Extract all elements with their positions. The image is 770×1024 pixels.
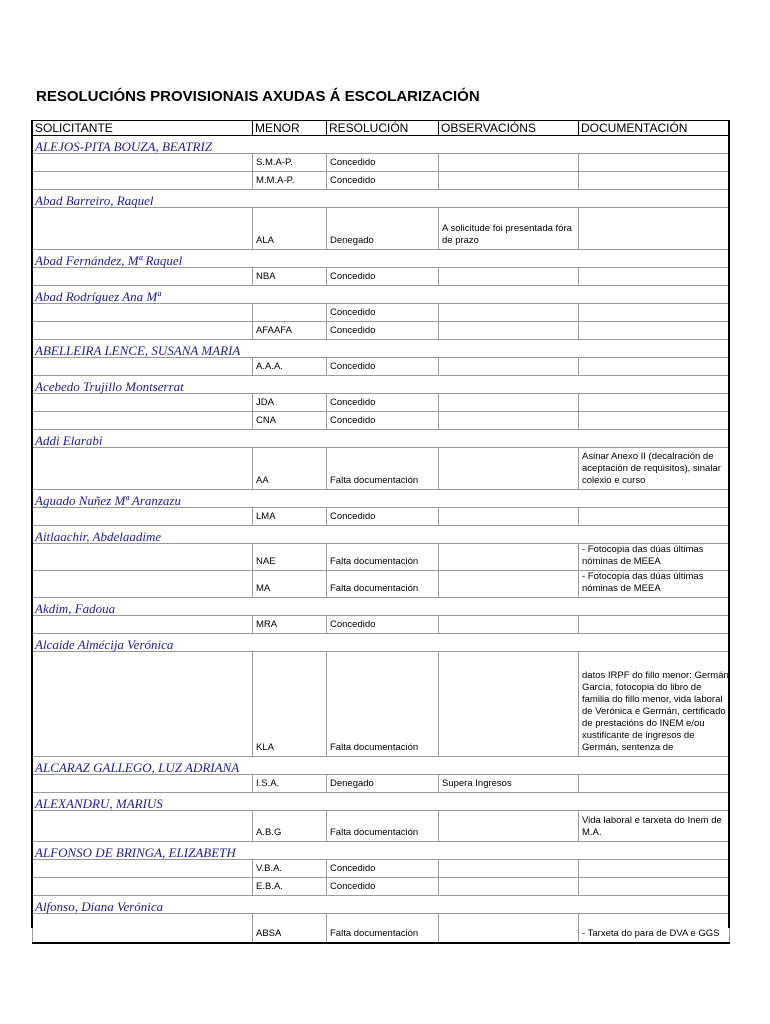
resolucion-text: Falta documentación bbox=[330, 583, 419, 594]
applicant-row bbox=[33, 896, 730, 914]
applicant-name: Akdim, Fadoua bbox=[33, 598, 327, 616]
applicant-row-cell bbox=[439, 430, 579, 448]
documentacion-cell bbox=[579, 544, 730, 571]
table-row bbox=[33, 544, 730, 571]
solicitante-cell bbox=[33, 412, 253, 430]
menor-text: A.A.A. bbox=[256, 361, 283, 372]
applicant-name: Addi Elarabi bbox=[33, 430, 327, 448]
menor-text: KLA bbox=[256, 742, 274, 753]
resolucion-cell bbox=[327, 304, 439, 322]
observacions-cell bbox=[439, 304, 579, 322]
solicitante-cell bbox=[33, 448, 253, 490]
resolucion-cell bbox=[327, 811, 439, 842]
observacions-cell bbox=[439, 208, 579, 250]
table-right-border bbox=[728, 120, 730, 928]
table-row bbox=[33, 616, 730, 634]
documentacion-text: - Tarxeta do para de DVA e GGS bbox=[582, 928, 720, 939]
applicant-name: Acebedo Trujillo Montserrat bbox=[33, 376, 327, 394]
applicant-row-cell bbox=[579, 896, 730, 914]
menor-text: V.B.A. bbox=[256, 863, 283, 874]
table-header-row bbox=[33, 121, 730, 136]
menor-cell bbox=[253, 448, 327, 490]
menor-cell bbox=[253, 208, 327, 250]
solicitante-cell bbox=[33, 208, 253, 250]
menor-text: MA bbox=[256, 583, 271, 594]
solicitante-cell bbox=[33, 914, 253, 944]
table-row bbox=[33, 811, 730, 842]
applicant-row-cell bbox=[327, 190, 439, 208]
documentacion-cell bbox=[579, 304, 730, 322]
applicant-row-cell bbox=[327, 136, 439, 154]
applicant-row-cell bbox=[439, 190, 579, 208]
observacions-cell bbox=[439, 172, 579, 190]
solicitante-cell bbox=[33, 652, 253, 757]
table-row bbox=[33, 322, 730, 340]
observacions-cell bbox=[439, 616, 579, 634]
menor-text: AFAAFA bbox=[256, 325, 292, 336]
observacions-cell bbox=[439, 412, 579, 430]
applicant-row bbox=[33, 490, 730, 508]
applicant-row-cell bbox=[579, 598, 730, 616]
resolucion-cell bbox=[327, 878, 439, 896]
applicant-row-cell bbox=[579, 430, 730, 448]
menor-text: MRA bbox=[256, 619, 278, 630]
menor-cell bbox=[253, 394, 327, 412]
header-menor: MENOR bbox=[253, 121, 327, 136]
applicant-name: Aitlaachir, Abdelaadime bbox=[33, 526, 327, 544]
applicant-row-cell bbox=[439, 490, 579, 508]
solicitante-cell bbox=[33, 322, 253, 340]
documentacion-cell bbox=[579, 412, 730, 430]
applicant-row-cell bbox=[439, 842, 579, 860]
menor-text: M.M.A-P. bbox=[256, 175, 295, 186]
applicant-row bbox=[33, 634, 730, 652]
resolucion-text: Concedido bbox=[330, 157, 376, 168]
observacions-text: Supera Ingresos bbox=[442, 778, 512, 789]
resolucion-cell bbox=[327, 268, 439, 286]
menor-cell bbox=[253, 914, 327, 944]
resolucion-cell bbox=[327, 652, 439, 757]
documentacion-cell bbox=[579, 811, 730, 842]
solicitante-cell bbox=[33, 616, 253, 634]
resolucion-cell bbox=[327, 412, 439, 430]
resolucion-cell bbox=[327, 394, 439, 412]
applicant-row-cell bbox=[579, 526, 730, 544]
table-row bbox=[33, 268, 730, 286]
resolucion-text: Falta documentación bbox=[330, 928, 419, 939]
observacions-cell bbox=[439, 811, 579, 842]
menor-cell bbox=[253, 652, 327, 757]
table-row bbox=[33, 775, 730, 793]
resolucion-text: Concedido bbox=[330, 415, 376, 426]
menor-text: NBA bbox=[256, 271, 276, 282]
resolucion-text: Concedido bbox=[330, 271, 376, 282]
applicant-name: Abad Barreiro, Raquel bbox=[33, 190, 327, 208]
table-row bbox=[33, 304, 730, 322]
documentacion-cell bbox=[579, 508, 730, 526]
applicant-row bbox=[33, 526, 730, 544]
table-row bbox=[33, 571, 730, 598]
documentacion-text: - Fotocopia das dúas últimas nóminas de MEEA bbox=[582, 544, 704, 567]
solicitante-cell bbox=[33, 268, 253, 286]
documentacion-cell bbox=[579, 394, 730, 412]
resolucion-text: Concedido bbox=[330, 881, 376, 892]
resolucion-cell bbox=[327, 172, 439, 190]
documentacion-cell bbox=[579, 652, 730, 757]
applicant-row-cell bbox=[327, 598, 439, 616]
solicitante-cell bbox=[33, 878, 253, 896]
applicant-name: Alfonso, Diana Verónica bbox=[33, 896, 327, 914]
solicitante-cell bbox=[33, 811, 253, 842]
menor-text: S.M.A-P. bbox=[256, 157, 293, 168]
applicant-row bbox=[33, 757, 730, 775]
applicant-row-cell bbox=[439, 286, 579, 304]
applicant-row-cell bbox=[579, 634, 730, 652]
menor-cell bbox=[253, 571, 327, 598]
solicitante-cell bbox=[33, 571, 253, 598]
observacions-cell bbox=[439, 571, 579, 598]
applicant-row-cell bbox=[327, 250, 439, 268]
applicant-row bbox=[33, 598, 730, 616]
table-row bbox=[33, 154, 730, 172]
resolucion-cell bbox=[327, 616, 439, 634]
applicant-row bbox=[33, 430, 730, 448]
observacions-cell bbox=[439, 775, 579, 793]
documentacion-cell bbox=[579, 860, 730, 878]
resolucion-cell bbox=[327, 860, 439, 878]
solicitante-cell bbox=[33, 775, 253, 793]
resolucion-cell bbox=[327, 508, 439, 526]
observacions-cell bbox=[439, 878, 579, 896]
table-row bbox=[33, 878, 730, 896]
applicant-row bbox=[33, 190, 730, 208]
resolucion-cell bbox=[327, 571, 439, 598]
observacions-cell bbox=[439, 508, 579, 526]
resolucion-cell bbox=[327, 208, 439, 250]
solicitante-cell bbox=[33, 860, 253, 878]
documentacion-cell bbox=[579, 172, 730, 190]
applicant-row bbox=[33, 842, 730, 860]
resolucion-text: Concedido bbox=[330, 863, 376, 874]
menor-text: ABSA bbox=[256, 928, 282, 939]
applicant-row-cell bbox=[579, 250, 730, 268]
applicant-row-cell bbox=[439, 634, 579, 652]
menor-text: LMA bbox=[256, 511, 276, 522]
documentacion-text: Asinar Anexo II (decalración de aceptación de requisitos), sinalar colexio e curso bbox=[582, 451, 721, 486]
menor-cell bbox=[253, 811, 327, 842]
applicant-row bbox=[33, 286, 730, 304]
applicant-name: ALFONSO DE BRINGA, ELIZABETH bbox=[33, 842, 327, 860]
applicant-row bbox=[33, 376, 730, 394]
resolucion-cell bbox=[327, 154, 439, 172]
resolucion-text: Falta documentación bbox=[330, 827, 419, 838]
applicant-row-cell bbox=[327, 896, 439, 914]
applicant-row-cell bbox=[439, 757, 579, 775]
menor-cell bbox=[253, 878, 327, 896]
documentacion-cell bbox=[579, 571, 730, 598]
applicant-row-cell bbox=[439, 340, 579, 358]
documentacion-text: Vida laboral e tarxeta do Inem de M.A. bbox=[582, 815, 722, 838]
documentacion-cell bbox=[579, 358, 730, 376]
applicant-name: ALEXANDRU, MARIUS bbox=[33, 793, 327, 811]
solicitante-cell bbox=[33, 394, 253, 412]
applicant-row bbox=[33, 340, 730, 358]
documentacion-cell bbox=[579, 448, 730, 490]
observacions-cell bbox=[439, 154, 579, 172]
observacions-cell bbox=[439, 860, 579, 878]
menor-cell bbox=[253, 358, 327, 376]
applicant-row-cell bbox=[579, 793, 730, 811]
applicant-row-cell bbox=[439, 793, 579, 811]
solicitante-cell bbox=[33, 544, 253, 571]
solicitante-cell bbox=[33, 172, 253, 190]
observacions-cell bbox=[439, 544, 579, 571]
observacions-text bbox=[439, 940, 578, 942]
applicant-row-cell bbox=[579, 842, 730, 860]
observacions-cell bbox=[439, 914, 579, 944]
table-row bbox=[33, 394, 730, 412]
resolucion-text: Falta documentación bbox=[330, 742, 419, 753]
header-observacions: OBSERVACIÓNS bbox=[439, 121, 579, 136]
table-row bbox=[33, 358, 730, 376]
menor-text: JDA bbox=[256, 397, 274, 408]
applicant-row-cell bbox=[327, 490, 439, 508]
menor-text: E.B.A. bbox=[256, 881, 283, 892]
menor-cell bbox=[253, 412, 327, 430]
resolucion-text: Denegado bbox=[330, 235, 374, 246]
menor-text: AA bbox=[256, 475, 269, 486]
observacions-cell bbox=[439, 358, 579, 376]
applicant-row-cell bbox=[327, 634, 439, 652]
documentacion-cell bbox=[579, 268, 730, 286]
observacions-cell bbox=[439, 268, 579, 286]
observacions-cell bbox=[439, 652, 579, 757]
menor-cell bbox=[253, 775, 327, 793]
applicant-name: Alcaide Almécija Verónica bbox=[33, 634, 327, 652]
table-row bbox=[33, 412, 730, 430]
resolucion-text: Concedido bbox=[330, 325, 376, 336]
observacions-cell bbox=[439, 394, 579, 412]
applicant-row-cell bbox=[439, 526, 579, 544]
resolucion-text: Denegado bbox=[330, 778, 374, 789]
solicitante-cell bbox=[33, 304, 253, 322]
menor-cell bbox=[253, 508, 327, 526]
applicant-name: ALEJOS-PITA BOUZA, BEATRIZ bbox=[33, 136, 327, 154]
applicant-row-cell bbox=[579, 490, 730, 508]
documentacion-cell bbox=[579, 154, 730, 172]
applicant-row bbox=[33, 136, 730, 154]
applicant-row-cell bbox=[579, 286, 730, 304]
applicant-name: Abad Rodríguez Ana Mª bbox=[33, 286, 327, 304]
menor-cell bbox=[253, 322, 327, 340]
menor-text: CNA bbox=[256, 415, 277, 426]
menor-cell bbox=[253, 268, 327, 286]
applicant-row-cell bbox=[439, 136, 579, 154]
resolucion-text: Concedido bbox=[330, 511, 376, 522]
menor-cell bbox=[253, 154, 327, 172]
table-row bbox=[33, 914, 730, 944]
applicant-row-cell bbox=[327, 430, 439, 448]
menor-cell bbox=[253, 172, 327, 190]
menor-cell bbox=[253, 304, 327, 322]
applicant-row-cell bbox=[579, 190, 730, 208]
applicant-row-cell bbox=[327, 526, 439, 544]
applicant-row-cell bbox=[579, 340, 730, 358]
menor-cell bbox=[253, 616, 327, 634]
applicant-row-cell bbox=[327, 286, 439, 304]
resolucion-text: Concedido bbox=[330, 397, 376, 408]
applicant-row-cell bbox=[327, 376, 439, 394]
header-solicitante: SOLICITANTE bbox=[33, 121, 253, 136]
applicant-name: Aguado Nuñez Mª Aranzazu bbox=[33, 490, 327, 508]
menor-text: A.B.G bbox=[256, 827, 282, 838]
resolucion-cell bbox=[327, 914, 439, 944]
resolucion-cell bbox=[327, 448, 439, 490]
solicitante-cell bbox=[33, 154, 253, 172]
menor-text: NAE bbox=[256, 556, 276, 567]
table-row bbox=[33, 508, 730, 526]
menor-cell bbox=[253, 860, 327, 878]
page-title: RESOLUCIÓNS PROVISIONAIS AXUDAS Á ESCOLARIZACIÓN bbox=[36, 88, 480, 105]
resolucion-cell bbox=[327, 544, 439, 571]
table-row bbox=[33, 208, 730, 250]
applicant-row-cell bbox=[579, 757, 730, 775]
applicant-row-cell bbox=[439, 376, 579, 394]
applicant-row-cell bbox=[579, 376, 730, 394]
applicant-name: Abad Fernández, Mª Raquel bbox=[33, 250, 327, 268]
applicant-row-cell bbox=[327, 757, 439, 775]
solicitante-cell bbox=[33, 358, 253, 376]
resolucion-cell bbox=[327, 775, 439, 793]
header-resolucion: RESOLUCIÓN bbox=[327, 121, 439, 136]
resolucion-cell bbox=[327, 322, 439, 340]
applicant-name: ABELLEIRA LENCE, SUSANA MARIA bbox=[33, 340, 327, 358]
documentacion-cell bbox=[579, 616, 730, 634]
table-row bbox=[33, 860, 730, 878]
documentacion-cell bbox=[579, 878, 730, 896]
resolucion-text: Falta documentación bbox=[330, 556, 419, 567]
observacions-cell bbox=[439, 448, 579, 490]
menor-cell bbox=[253, 544, 327, 571]
resolutions-table bbox=[32, 120, 730, 944]
solicitante-cell bbox=[33, 508, 253, 526]
applicant-row-cell bbox=[439, 598, 579, 616]
documentacion-cell bbox=[579, 208, 730, 250]
applicant-row-cell bbox=[579, 136, 730, 154]
applicant-row-cell bbox=[439, 896, 579, 914]
documentacion-text: - Fotocopia das dúas últimas nóminas de MEEA bbox=[582, 571, 704, 594]
table-row bbox=[33, 448, 730, 490]
applicant-row bbox=[33, 793, 730, 811]
resolucion-text: Concedido bbox=[330, 307, 376, 318]
applicant-name: ALCARAZ GALLEGO, LUZ ADRIANA bbox=[33, 757, 327, 775]
table-left-border bbox=[31, 120, 33, 928]
table-row bbox=[33, 652, 730, 757]
applicant-row-cell bbox=[327, 340, 439, 358]
table-row bbox=[33, 172, 730, 190]
documentacion-text: datos IRPF do fillo menor: Germán García, fotocopia do libro de familia do fillo menor, vida laboral de Verónica e Germán, certificado de prestacións do INEM e/ou xustificante de ingresos de Germán, sentenza de bbox=[582, 670, 729, 753]
observacions-cell bbox=[439, 322, 579, 340]
applicant-row bbox=[33, 250, 730, 268]
applicant-row-cell bbox=[439, 250, 579, 268]
applicant-row-cell bbox=[327, 793, 439, 811]
menor-text: I.S.A. bbox=[256, 778, 280, 789]
resolucion-text: Falta documentación bbox=[330, 475, 419, 486]
solicitante-text bbox=[33, 940, 252, 942]
resolucion-text: Concedido bbox=[330, 619, 376, 630]
header-documentacion: DOCUMENTACIÓN bbox=[579, 121, 730, 136]
resolucion-cell bbox=[327, 358, 439, 376]
documentacion-cell bbox=[579, 322, 730, 340]
documentacion-cell bbox=[579, 775, 730, 793]
resolucion-text: Concedido bbox=[330, 361, 376, 372]
observacions-text: A solicitude foi presentada fóra de prazo bbox=[442, 223, 572, 246]
menor-text: ALA bbox=[256, 235, 274, 246]
documentacion-cell bbox=[579, 914, 730, 944]
applicant-row-cell bbox=[327, 842, 439, 860]
resolucion-text: Concedido bbox=[330, 175, 376, 186]
